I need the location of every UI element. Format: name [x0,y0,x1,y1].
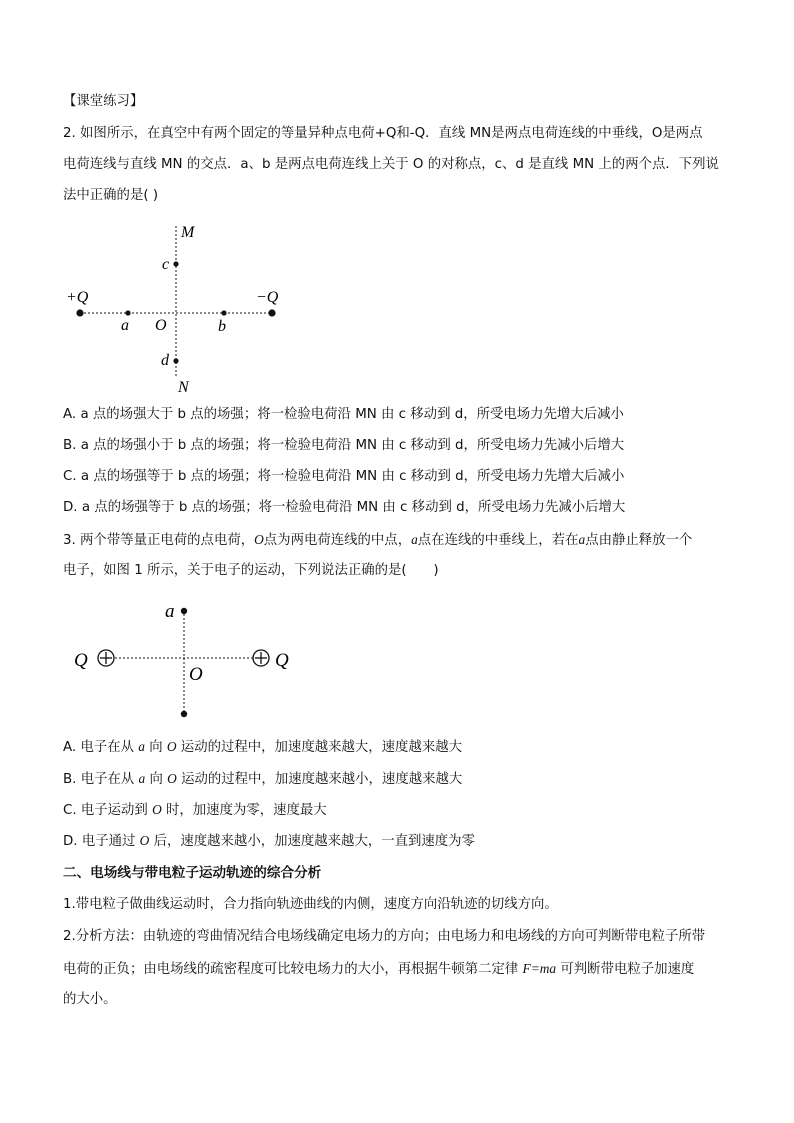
label-N: N [178,379,189,396]
q3-opt-a-text: A. 电子在从 [63,740,139,755]
section-header: 【课堂练习】 [63,94,144,109]
p2-text-a: 电荷的正负；由电场线的疏密程度可比较电场力的大小，再根据牛顿第二定律 [63,962,523,977]
point-d-dot [173,358,178,363]
q3-figure [70,592,310,727]
q3-var-a2: a [578,532,586,547]
q3-option-c [63,801,743,820]
q3-opt-c-text: C. 电子运动到 [63,803,153,818]
q3-opt-d-text2: 后，速度越来越小，加速度越来越大，一直到速度为零 [149,834,475,849]
q3-label-Q-right: Q [275,650,289,671]
q3-label-O: O [189,664,203,685]
q3-text-seg2: 点为两电荷连线的中点， [263,533,412,548]
p2-text-b: 可判断带电粒子加速度 [556,962,695,977]
section2-title: 二、电场线与带电粒子运动轨迹的综合分析 [63,865,322,881]
q2-figure [60,218,300,398]
q3-opt-a-text2: 向 [144,740,167,755]
point-a-dot [125,310,130,315]
q3-option-b [63,770,743,789]
q3-stem-line2: 电子，如图 1 所示，关于电子的运动，下列说法正确的是( ) [63,563,439,578]
right-positive-charge-icon [253,650,269,666]
q3-label-a: a [165,601,175,622]
label-minus-Q: −Q [256,289,279,306]
q3-option-a [63,738,743,757]
paragraph-2-line3: 的大小。 [63,992,117,1007]
q2-stem-line3: 法中正确的是( ) [63,188,159,203]
plus-q-dot [76,309,83,316]
point-b-dot [221,310,226,315]
q2-option-d: D. a 点的场强等于 b 点的场强；将一检验电荷沿 MN 由 c 移动到 d，所受电场力先减小后增大 [63,500,626,515]
q3-opt-d-var1: O [139,833,150,848]
q2-stem-line2: 电荷连线与直线 MN 的交点．a、b 是两点电荷连线上关于 O 的对称点，c、d 是直线 MN 上的两个点．下列说 [63,157,719,172]
paragraph-1: 1.带电粒子做曲线运动时，合力指向轨迹曲线的内侧，速度方向沿轨迹的切线方向。 [63,897,558,912]
q3-opt-a-text3: 运动的过程中，加速度越来越大，速度越来越大 [176,740,463,755]
label-b: b [218,318,226,335]
q3-opt-b-text: B. 电子在从 [63,772,139,787]
q2-option-b: B. a 点的场强小于 b 点的场强；将一检验电荷沿 MN 由 c 移动到 d，所受电场力先减小后增大 [63,438,625,453]
label-plus-Q: +Q [66,289,89,306]
q3-text-seg3: 点在连线的中垂线上，若在 [417,533,579,548]
q3-point-a-dot [181,608,187,614]
q3-opt-d-text: D. 电子通过 [63,834,140,849]
q3-opt-a-var2: O [166,739,177,754]
q3-opt-c-text2: 时，加速度为零，速度最大 [161,803,327,818]
q3-var-O: O [254,532,264,547]
label-d: d [161,352,169,369]
q2-stem-line1: 2. 如图所示，在真空中有两个固定的等量异种点电荷+Q和-Q．直线 MN是两点电荷连线的中垂线，O是两点 [63,126,703,141]
paragraph-2-line2 [63,960,743,979]
point-c-dot [173,261,178,266]
paragraph-2-line1: 2.分析方法：由轨迹的弯曲情况结合电场线确定电场力的方向；由电场力和电场线的方向可判断带电粒子所带 [63,929,706,944]
q3-opt-b-var2: O [167,771,177,786]
left-positive-charge-icon [98,650,114,666]
label-M: M [181,224,195,241]
label-a: a [121,317,129,334]
label-c: c [162,256,170,273]
q3-opt-a-var1: a [138,739,145,754]
q3-text-seg4: 点由静止释放一个 [585,533,693,548]
q3-label-Q-left: Q [74,650,88,671]
q3-opt-b-var1: a [138,771,146,786]
label-O: O [155,317,167,334]
q3-stem-line1 [63,531,743,550]
minus-q-dot [268,309,275,316]
q3-option-d [63,832,743,851]
newton-formula: F=ma [522,961,557,976]
q3-opt-c-var1: O [152,802,162,817]
q3-var-a: a [411,532,418,547]
q3-bottom-dot [181,711,187,717]
q2-option-a: A. a 点的场强大于 b 点的场强；将一检验电荷沿 MN 由 c 移动到 d，所受电场力先增大后减小 [63,407,624,422]
q3-text-seg1: 3. 两个带等量正电荷的点电荷， [63,533,255,548]
q2-option-c: C. a 点的场强等于 b 点的场强；将一检验电荷沿 MN 由 c 移动到 d，所受电场力先增大后减小 [63,469,625,484]
q3-opt-b-text3: 运动的过程中，加速度越来越小，速度越来越大 [176,772,463,787]
q3-opt-b-text2: 向 [145,772,168,787]
